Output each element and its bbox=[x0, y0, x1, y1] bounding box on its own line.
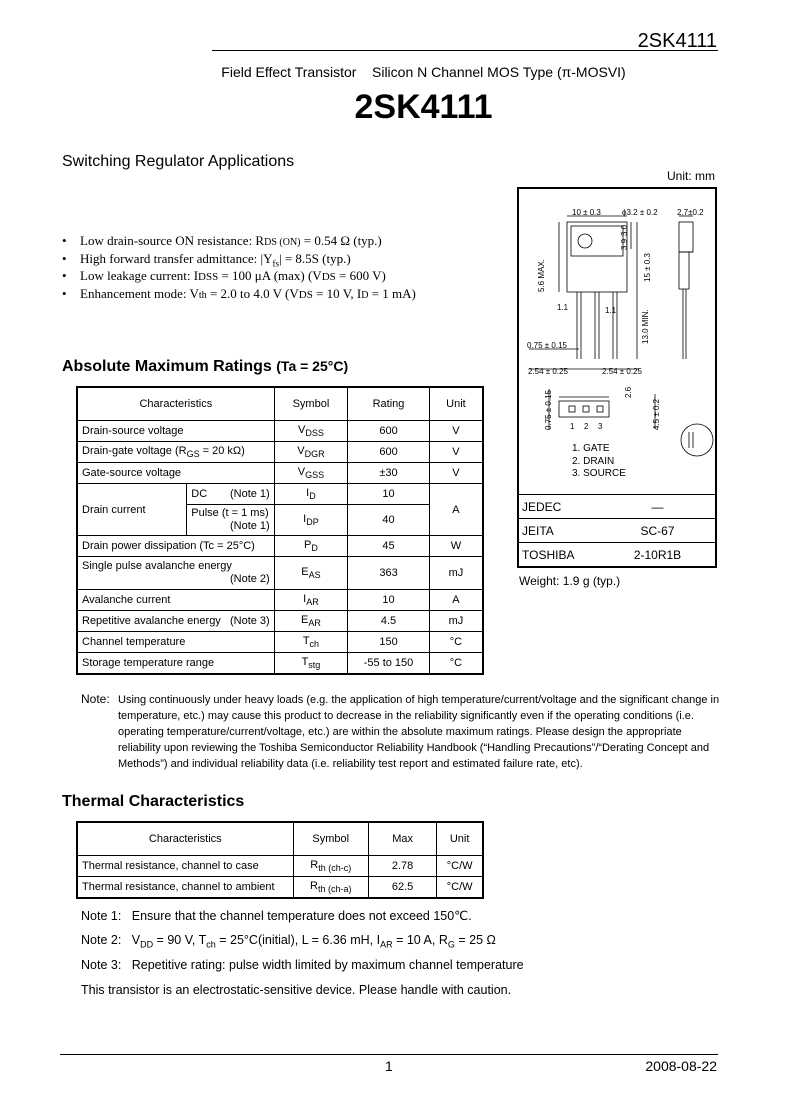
table-row: JEITA SC-67 bbox=[518, 519, 717, 543]
feature-item: • Low drain-source ON resistance: RDS (ON) = 0.54 Ω (typ.) bbox=[62, 233, 382, 248]
note-1: Note 1: Ensure that the channel temperature does not exceed 150℃. bbox=[81, 909, 472, 923]
dim-width: 10 ± 0.3 bbox=[572, 208, 601, 217]
table-row: Drain-source voltage $V_{DSS}$ 600 V bbox=[77, 421, 483, 442]
note-3: Note 3: Repetitive rating: pulse width limited by maximum channel temperature bbox=[81, 958, 524, 972]
dim-max56: 5.6 MAX. bbox=[537, 259, 546, 292]
dim-11b: 1.1 bbox=[605, 306, 617, 315]
dim-30: 3.0 bbox=[620, 224, 629, 236]
feature-item: • Low leakage current: IDSS = 100 μA (max) (VDS = 600 V) bbox=[62, 268, 386, 283]
abs-max-heading: Absolute Maximum Ratings (Ta = 25°C) bbox=[62, 358, 349, 375]
thermal-table bbox=[76, 821, 484, 899]
subtitle bbox=[0, 64, 787, 80]
subtitle-right: Silicon N Channel MOS Type (π-MOSVI) bbox=[372, 64, 626, 80]
table-row: Storage temperature range $T_{stg}$ -55 to 150 °C bbox=[77, 653, 483, 675]
feature-item: • High forward transfer admittance: $|Y_{fs}| = 8.5S$ (typ.) bbox=[62, 250, 351, 269]
page-title: 2SK4111 bbox=[354, 88, 493, 126]
pin-num-3: 3 bbox=[598, 422, 603, 431]
feature-list bbox=[62, 232, 416, 302]
subtitle-left: Field Effect Transistor bbox=[221, 64, 357, 80]
application-heading: Switching Regulator Applications bbox=[62, 153, 295, 170]
table-row: Thermal resistance, channel to case $R_{th (ch-c)}$ 2.78 °C/W bbox=[77, 856, 483, 877]
note-text: Using continuously under heavy loads (e.g. the application of high temperature/current/voltage and the significant change in temperature, etc.) may cause this product to decrease in the reliability significantly even if the operating conditions (i.e. operating temperature/current/voltage, etc.) are within the absolute maximum ratings. Please design the appropriate reliability upon reviewing the Toshiba Semiconductor Reliability Handbook (“Handling Precautions”/“Derating Concept and Methods”) and individual reliability data (i.e. reliability test report and estimated failure rate, etc). bbox=[118, 694, 720, 770]
pin-num-2: 2 bbox=[584, 422, 589, 431]
package-standards-table bbox=[518, 494, 717, 566]
dim-39: 3.9 bbox=[620, 238, 629, 250]
page-number: 1 bbox=[385, 1058, 393, 1074]
feature-item: • Enhancement mode: Vth = 2.0 to 4.0 V (VDS = 10 V, ID = 1 mA) bbox=[62, 285, 416, 301]
footer-rule bbox=[60, 1054, 718, 1055]
dim-hole: ϕ3.2 ± 0.2 bbox=[622, 208, 658, 217]
note-label: Note: bbox=[81, 692, 110, 706]
dim-min13: 13.0 MIN. bbox=[641, 309, 650, 344]
dim-26: 2.6 bbox=[624, 386, 633, 398]
table-row: Channel temperature $T_{ch}$ 150 °C bbox=[77, 632, 483, 653]
table-row: Drain power dissipation (Tc = 25°C) $P_D$ 45 W bbox=[77, 536, 483, 557]
table-header-row: Characteristics Symbol Rating Unit bbox=[77, 387, 483, 421]
table-header-row: Characteristics Symbol Max Unit bbox=[77, 822, 483, 856]
dim-075b: 0.75 ± 0.15 bbox=[544, 390, 553, 430]
footer-date: 2008-08-22 bbox=[645, 1058, 717, 1074]
dim-pitch-2: 2.54 ± 0.25 bbox=[602, 367, 642, 376]
dim-thickness: 2.7±0.2 bbox=[677, 208, 704, 217]
dim-pitch-1: 2.54 ± 0.25 bbox=[528, 367, 568, 376]
table-row: Thermal resistance, channel to ambient $R_{th (ch-a)}$ 62.5 °C/W bbox=[77, 877, 483, 899]
dim-15: 15 ± 0.3 bbox=[643, 253, 652, 282]
table-row: Pulse (t = 1 ms) (Note 1) $I_{DP}$ 40 bbox=[77, 505, 483, 536]
pin-num-1: 1 bbox=[570, 422, 575, 431]
note-2: Note 2: $V_{DD} = 90$ V, $T_{ch}$ = 25°C(initial), L = 6.36 mH, $I_{AR} = 10$ A, $R_G = 25$ Ω bbox=[81, 933, 496, 950]
table-row: Drain-gate voltage ($R_{GS} = 20$ kΩ) $V_{DGR}$ 600 V bbox=[77, 442, 483, 463]
pin-legend: 1. GATE 2. DRAIN 3. SOURCE bbox=[572, 443, 626, 479]
dim-45: 4.5 ± 0.2 bbox=[652, 398, 661, 430]
abs-max-table bbox=[76, 386, 484, 675]
dim-11a: 1.1 bbox=[557, 303, 569, 312]
table-row: Gate-source voltage $V_{GSS}$ ±30 V bbox=[77, 463, 483, 484]
weight: Weight: 1.9 g (typ.) bbox=[519, 574, 621, 588]
dim-lead-075: 0.75 ± 0.15 bbox=[527, 341, 567, 350]
header-part-number: 2SK4111 bbox=[637, 30, 717, 52]
header-rule bbox=[212, 50, 718, 51]
esd-warning: This transistor is an electrostatic-sensitive device. Please handle with caution. bbox=[81, 983, 512, 997]
table-row: Repetitive avalanche energy (Note 3) $E_{AR}$ 4.5 mJ bbox=[77, 611, 483, 632]
table-row: Avalanche current $I_{AR}$ 10 A bbox=[77, 590, 483, 611]
table-row: JEDEC — bbox=[518, 495, 717, 519]
table-row: Single pulse avalanche energy (Note 2) $E_{AS}$ 363 mJ bbox=[77, 557, 483, 590]
table-row: TOSHIBA 2-10R1B bbox=[518, 543, 717, 567]
unit-label: Unit: mm bbox=[667, 169, 715, 183]
table-row: Drain current DC (Note 1) $I_D$ 10 A bbox=[77, 484, 483, 505]
thermal-heading: Thermal Characteristics bbox=[62, 793, 245, 810]
